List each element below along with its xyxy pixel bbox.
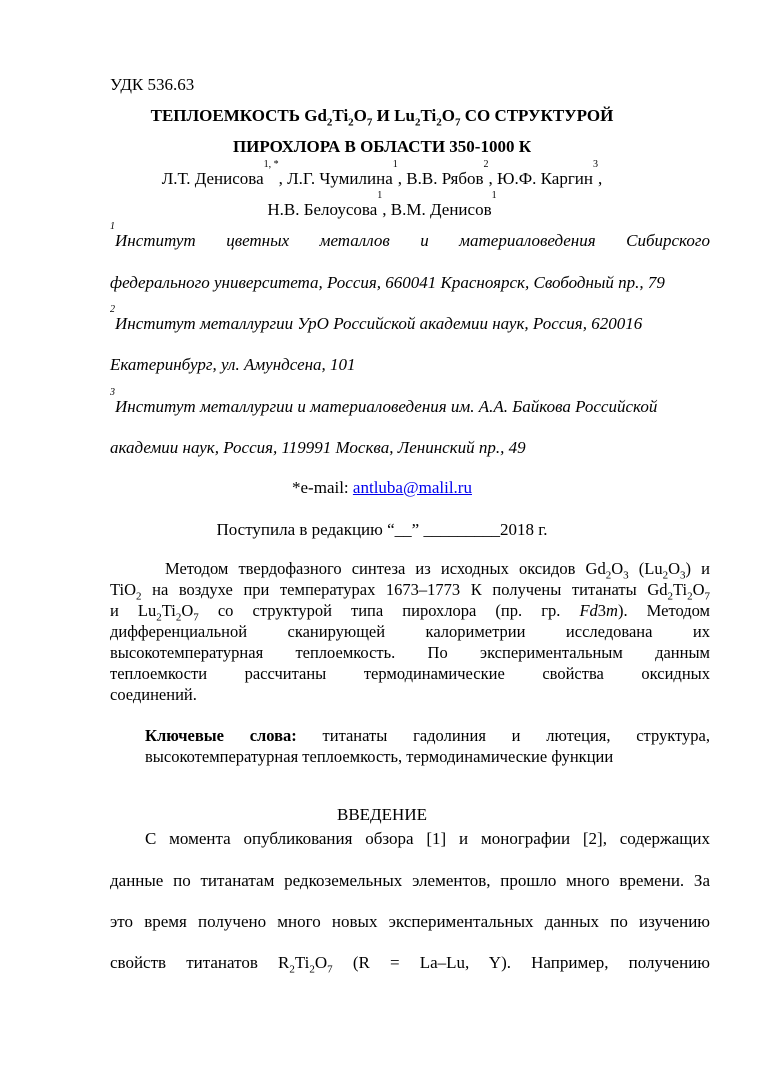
abstract-line-4: дифференциальной сканирующей калориметрии исследована их xyxy=(110,622,710,641)
affiliation-2-line-2: Екатеринбург, ул. Амундсена, 101 xyxy=(110,355,356,374)
section-heading-introduction: ВВЕДЕНИЕ xyxy=(337,805,427,824)
keywords-line-1: Ключевые слова: титанаты гадолиния и лютеция, структура, xyxy=(145,726,710,745)
email-line: *e-mail: antluba@malil.ru xyxy=(292,478,472,497)
abstract-line-1: Методом твердофазного синтеза из исходных оксидов $Gd_2O_3$ $(Lu_2O_3)$ и xyxy=(165,559,710,582)
title-line-2: ПИРОХЛОРА В ОБЛАСТИ 350-1000 К xyxy=(232,137,532,156)
affiliation-3-line-1: $^3$Институт металлургии и материаловедения им. А.А. Байкова Российской xyxy=(110,387,658,416)
affiliation-2-line-1: $^2$Институт металлургии УрО Российской академии наук, Россия, 620016 xyxy=(110,304,643,333)
received-date: Поступила в редакцию “__” _________2018 г. xyxy=(216,520,548,539)
abstract-line-6: теплоемкости рассчитаны термодинамические свойства оксидных xyxy=(110,664,710,683)
abstract-line-2: TiO$_2$ на воздухе при температурах 1673–1773 К получены титанаты $Gd_2Ti_2O_7$ xyxy=(110,580,710,603)
affiliation-3-line-2: академии наук, Россия, 119991 Москва, Ленинский пр., 49 xyxy=(110,438,526,457)
email-link[interactable]: antluba@malil.ru xyxy=(352,478,472,497)
affiliation-1-line-2: федерального университета, Россия, 660041 Красноярск, Свободный пр., 79 xyxy=(110,273,665,292)
intro-line-2: данные по титанатам редкоземельных элементов, прошло много времени. За xyxy=(110,871,710,890)
abstract-line-7: соединений. xyxy=(110,685,197,704)
abstract-line-3: и $Lu_2Ti_2O_7$ со структурой типа пирохлора (пр. гр. Fd3m). Методом xyxy=(110,601,710,624)
authors-line-2: Н.В. Белоусова$^1$, В.М. Денисов$^1$ xyxy=(267,190,497,219)
keywords-line-2: высокотемпературная теплоемкость, термодинамические функции xyxy=(145,747,614,766)
affiliation-1-line-1: $^1$Институт цветных металлов и материаловедения Сибирского xyxy=(110,221,710,250)
abstract-line-5: высокотемпературная теплоемкость. По экспериментальным данным xyxy=(110,643,710,662)
intro-line-4: свойств титанатов $R_2Ti_2O_7$ (R = La–Lu, Y). Например, получению xyxy=(110,953,710,976)
authors-line-1: Л.Т. Денисова$^{1, *}$, Л.Г. Чумилина$^1$, В.В. Рябов$^2$, Ю.Ф. Каргин$^3$, xyxy=(161,159,603,188)
intro-line-1: С момента опубликования обзора [1] и монографии [2], содержащих xyxy=(145,829,710,848)
keywords-label: Ключевые слова: xyxy=(145,726,297,745)
title-line-1: ТЕПЛОЕМКОСТЬ $Gd_2Ti_2O_7$ И $Lu_2Ti_2O_7$ СО СТРУКТУРОЙ xyxy=(150,106,614,129)
intro-line-3: это время получено много новых экспериментальных данных по изучению xyxy=(110,912,710,931)
udc-code: УДК 536.63 xyxy=(110,75,195,94)
